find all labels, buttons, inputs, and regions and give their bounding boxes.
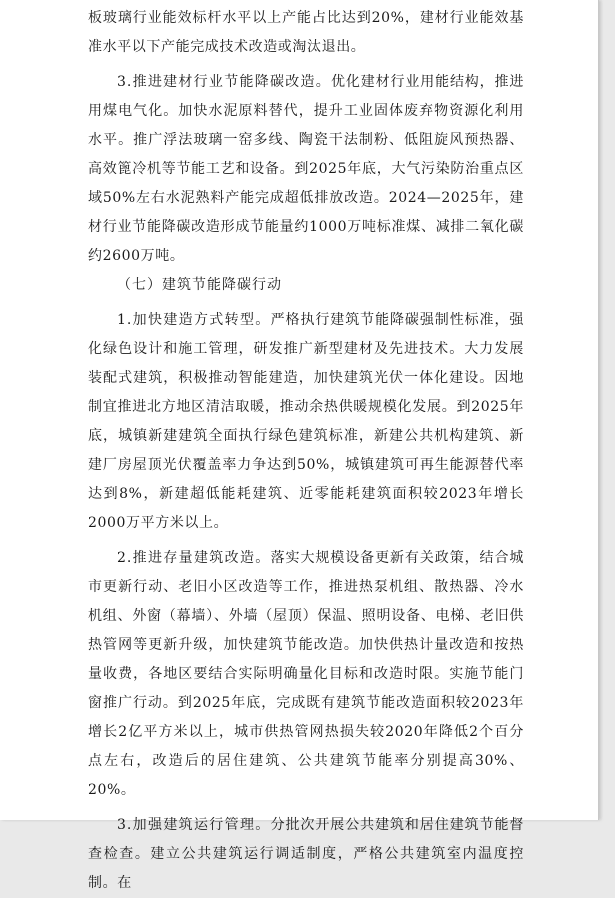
subsection-title: 1.加快建造方式转型。 [117, 312, 271, 328]
paragraph-operation-management [88, 811, 524, 898]
paragraph-continuation: 板玻璃行业能效标杆水平以上产能占比达到20%，建材行业能效基准水平以下产能完成技术改造或淘汰退出。 [88, 10, 524, 55]
subsection-title: 3.推进建材行业节能降碳改造。 [117, 74, 332, 90]
paragraph-construction-transition [88, 306, 524, 538]
section-heading: （七）建筑节能降碳行动 [117, 277, 282, 293]
subsection-title: 3.加强建筑运行管理。 [117, 817, 271, 833]
paragraph-building-materials [88, 68, 524, 271]
subsection-title: 2.推进存量建筑改造。 [117, 550, 271, 566]
paragraph-text: 分批次开展公共建筑和居住建筑节能督查检查。建立公共建筑运行调适制度，严格公共建筑室内温度控制。在 [88, 817, 525, 891]
paragraph-text: 落实大规模设备更新有关政策，结合城市更新行动、老旧小区改造等工作，推进热泵机组、散热器、冷水机组、外窗（幕墙）、外墙（屋顶）保温、照明设备、电梯、老旧供热管网等更新升级，加快建筑节能改造。加快供热计量改造和按热量收费，各地区要结合实际明确量化目标和改造时限。实施节能门窗推广行动。到2025年底，完成既有建筑节能改造面积较2023年增长2亿平方米以上，城市供热管网热损失较2020年降低2个百分点左右，改造后的居住建筑、公共建筑节能率分别提高30%、20%。 [88, 550, 525, 798]
document-body [88, 4, 524, 898]
paragraph-text: 优化建材行业用能结构，推进用煤电气化。加快水泥原料替代，提升工业固体废弃物资源化利用水平。推广浮法玻璃一窑多线、陶瓷干法制粉、低阻旋风预热器、高效篦冷机等节能工艺和设备。到2025年底，大气污染防治重点区域50%左右水泥熟料产能完成超低排放改造。2024—2025年，建材行业节能降碳改造形成节能量约1000万吨标准煤、减排二氧化碳约2600万吨。 [88, 74, 524, 264]
paragraph-existing-buildings [88, 544, 524, 805]
paragraph-text: 严格执行建筑节能降碳强制性标准，强化绿色设计和施工管理，研发推广新型建材及先进技术。大力发展装配式建筑，积极推动智能建造，加快建筑光伏一体化建设。因地制宜推进北方地区清洁取暖，推动余热供暖规模化发展。到2025年底，城镇新建建筑全面执行绿色建筑标准，新建公共机构建筑、新建厂房屋顶光伏覆盖率力争达到50%，城镇建筑可再生能源替代率达到8%，新建超低能耗建筑、近零能耗建筑面积较2023年增长2000万平方米以上。 [88, 312, 525, 531]
